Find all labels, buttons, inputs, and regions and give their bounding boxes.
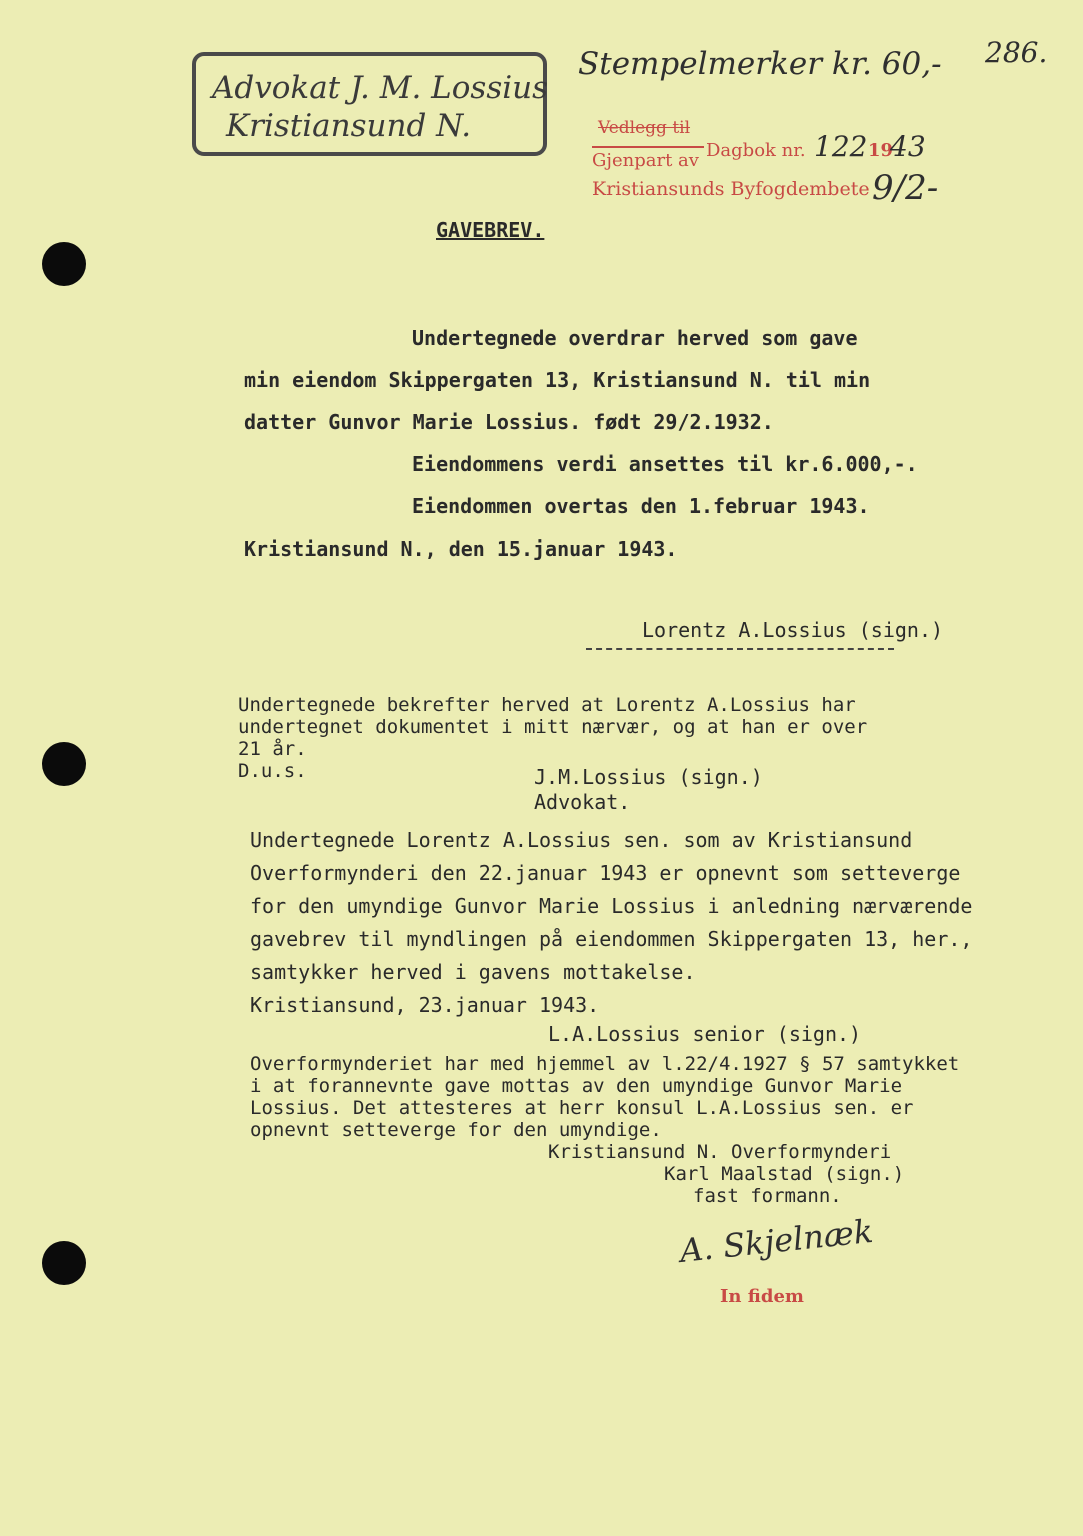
letterhead-line-1: Advokat J. M. Lossius bbox=[212, 70, 549, 106]
punch-hole-middle bbox=[42, 742, 86, 786]
witness-title: Advokat. bbox=[534, 790, 631, 814]
dagbok-number: 122 bbox=[814, 130, 868, 163]
gift-line-1: Undertegnede overdrar herved som gave bbox=[412, 326, 858, 350]
witness-line-2: undertegnet dokumentet i mitt nærvær, og at han er over bbox=[238, 716, 868, 738]
takeover-line: Eiendommen overtas den 1.februar 1943. bbox=[412, 494, 870, 518]
witness-line-3: 21 år. bbox=[238, 738, 307, 760]
overformynderi-sign-3: fast formann. bbox=[693, 1185, 842, 1207]
signature-1-line bbox=[586, 648, 894, 650]
overformynderi-line-4: opnevnt setteverge for den umyndige. bbox=[250, 1119, 662, 1141]
guardian-line-1: Undertegnede Lorentz A.Lossius sen. som av Kristiansund bbox=[250, 828, 913, 852]
guardian-line-2: Overformynderi den 22.januar 1943 er opnevnt som setteverge bbox=[250, 861, 961, 885]
registry-dagbok-label: Dagbok nr. bbox=[706, 140, 806, 161]
registry-office: Kristiansunds Byfogdembete bbox=[592, 178, 870, 200]
guardian-line-3: for den umyndige Gunvor Marie Lossius i anledning nærværende bbox=[250, 894, 973, 918]
gift-line-3: datter Gunvor Marie Lossius. født 29/2.1932. bbox=[244, 410, 774, 434]
in-fidem-stamp: In fidem bbox=[720, 1286, 804, 1307]
registry-rule bbox=[592, 146, 704, 148]
guardian-line-5: samtykker herved i gavens mottakelse. bbox=[250, 960, 696, 984]
overformynderi-line-1: Overformynderiet har med hjemmel av l.22/4.1927 § 57 samtykket bbox=[250, 1053, 960, 1075]
stamp-duty-note: Stempelmerker kr. 60,- bbox=[578, 46, 942, 82]
letterhead-stamp bbox=[192, 52, 547, 156]
registry-year-printed: 19 bbox=[868, 140, 894, 161]
punch-hole-top bbox=[42, 242, 86, 286]
place-date-2: Kristiansund, 23.januar 1943. bbox=[250, 993, 600, 1017]
handwritten-signature: A. Skjelnæk bbox=[678, 1211, 875, 1270]
document-title: GAVEBREV. bbox=[436, 218, 545, 242]
registry-year-written: 43 bbox=[890, 130, 926, 163]
signature-1: Lorentz A.Lossius (sign.) bbox=[642, 618, 944, 642]
overformynderi-sign-2: Karl Maalstad (sign.) bbox=[664, 1163, 905, 1185]
place-date-1: Kristiansund N., den 15.januar 1943. bbox=[244, 537, 678, 561]
overformynderi-line-3: Lossius. Det attesteres at herr konsul L.A.Lossius sen. er bbox=[250, 1097, 914, 1119]
letterhead-line-2: Kristiansund N. bbox=[226, 108, 472, 144]
registry-date-written: 9/2- bbox=[872, 168, 939, 208]
value-line: Eiendommens verdi ansettes til kr.6.000,-. bbox=[412, 452, 918, 476]
folio-number: 286. bbox=[985, 36, 1048, 69]
witness-line-1: Undertegnede bekrefter herved at Lorentz A.Lossius har bbox=[238, 694, 856, 716]
registry-gjenpart-label: Gjenpart av bbox=[592, 150, 699, 171]
guardian-line-4: gavebrev til myndlingen på eiendommen Skippergaten 13, her., bbox=[250, 927, 973, 951]
overformynderi-sign-1: Kristiansund N. Overformynderi bbox=[548, 1141, 892, 1163]
gift-line-2: min eiendom Skippergaten 13, Kristiansund N. til min bbox=[244, 368, 871, 392]
signature-2: L.A.Lossius senior (sign.) bbox=[548, 1022, 862, 1046]
witness-signature: J.M.Lossius (sign.) bbox=[534, 765, 763, 789]
punch-hole-bottom bbox=[42, 1241, 86, 1285]
registry-struck-text: Vedlegg til bbox=[598, 118, 691, 138]
overformynderi-line-2: i at forannevnte gave mottas av den umyndige Gunvor Marie bbox=[250, 1075, 903, 1097]
witness-dus: D.u.s. bbox=[238, 760, 307, 782]
